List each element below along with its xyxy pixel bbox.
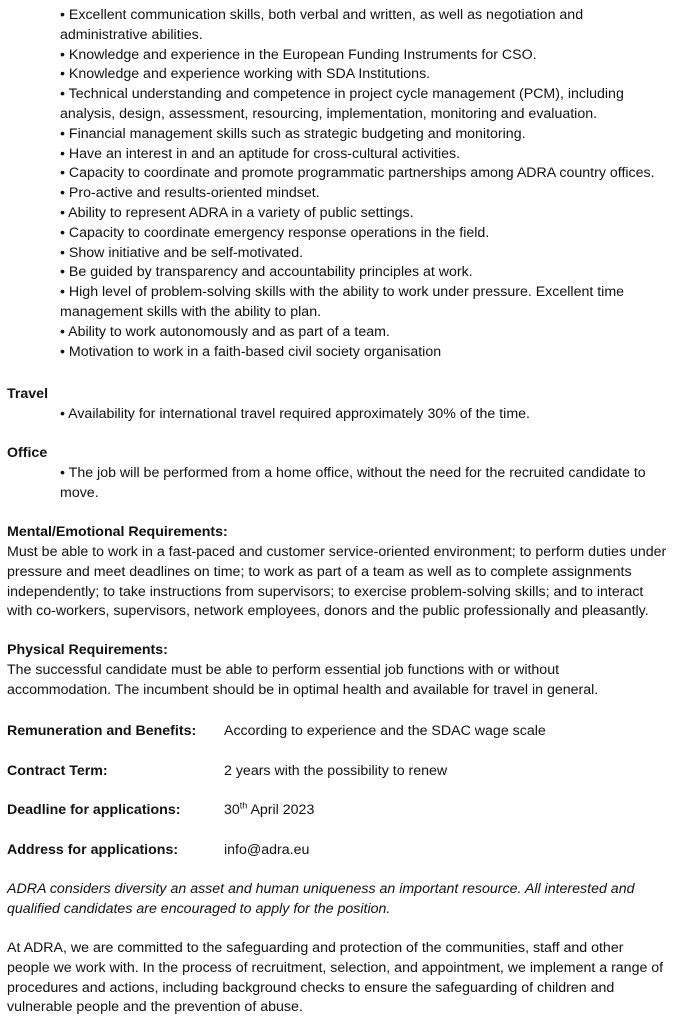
travel-heading: Travel — [7, 386, 49, 402]
contract-value: 2 years with the possibility to renew — [224, 763, 448, 779]
address-label: Address for applications: — [7, 842, 179, 858]
list-item: • Show initiative and be self-motivated. — [60, 244, 304, 261]
office-heading: Office — [7, 445, 48, 461]
list-item: • Capacity to coordinate and promote programmatic partnerships among ADRA country offices. — [60, 165, 655, 182]
list-item: • Ability to work autonomously and as part of a team. — [60, 323, 390, 340]
qualifications-list — [60, 6, 660, 362]
mental-requirements-text: Must be able to work in a fast-paced and customer service-oriented environment; to perform duties under pressure and meet deadlines on time; to work as part of a team as well as to complete assignments independently; to take instructions from supervisors; to exercise problem-solving skills; and to interact with co-workers, supervisors, network employees, donors and the public professionally and pleasantly. — [7, 544, 667, 620]
remuneration-label: Remuneration and Benefits: — [7, 723, 197, 739]
deadline-month-year: April 2023 — [247, 802, 315, 818]
remuneration-value: According to experience and the SDAC wage scale — [224, 723, 546, 739]
list-item: • Pro-active and results-oriented mindset. — [60, 185, 320, 202]
address-email: info@adra.eu — [224, 842, 310, 858]
physical-requirements-heading: Physical Requirements: — [7, 642, 168, 658]
travel-text: • Availability for international travel required approximately 30% of the time. — [60, 406, 530, 422]
list-item: • Financial management skills such as strategic budgeting and monitoring. — [60, 125, 526, 142]
deadline-value — [224, 801, 314, 821]
list-item: • Have an interest in and an aptitude for cross-cultural activities. — [60, 145, 461, 162]
list-item: • Knowledge and experience working with SDA Institutions. — [60, 66, 431, 83]
mental-requirements-heading: Mental/Emotional Requirements: — [7, 524, 228, 540]
diversity-statement: ADRA considers diversity an asset and human uniqueness an important resource. All interested and qualified candidates are encouraged to apply for the position. — [7, 881, 635, 917]
list-item: • Capacity to coordinate emergency response operations in the field. — [60, 224, 490, 241]
deadline-day: 30 — [224, 802, 240, 818]
list-item: • Ability to represent ADRA in a variety of public settings. — [60, 204, 414, 221]
list-item: • Knowledge and experience in the European Funding Instruments for CSO. — [60, 46, 537, 63]
list-item: • Motivation to work in a faith-based civil society organisation — [60, 343, 442, 360]
safeguarding-statement: At ADRA, we are committed to the safeguarding and protection of the communities, staff and other people we work with. In the process of recruitment, selection, and appointment, we implement a range of procedures and actions, including background checks to ensure the safeguarding of children and vulnerable people and the prevention of abuse. — [7, 940, 664, 1016]
list-item: • Be guided by transparency and accountability principles at work. — [60, 264, 473, 281]
list-item: • Technical understanding and competence in project cycle management (PCM), including analysis, design, assessment, resourcing, implementation, monitoring and evaluation. — [60, 86, 624, 122]
deadline-day-suffix: th — [239, 800, 248, 811]
contract-label: Contract Term: — [7, 763, 108, 779]
list-item: • Excellent communication skills, both verbal and written, as well as negotiation and administrative abilities. — [60, 7, 584, 43]
physical-requirements-text: The successful candidate must be able to perform essential job functions with or without accommodation. The incumbent should be in optimal health and available for travel in general. — [7, 662, 599, 698]
list-item: • High level of problem-solving skills with the ability to work under pressure. Excellent time management skills with the ability to plan. — [60, 284, 625, 320]
deadline-label: Deadline for applications: — [7, 802, 181, 818]
office-text: • The job will be performed from a home office, without the need for the recruited candidate to move. — [60, 465, 646, 501]
